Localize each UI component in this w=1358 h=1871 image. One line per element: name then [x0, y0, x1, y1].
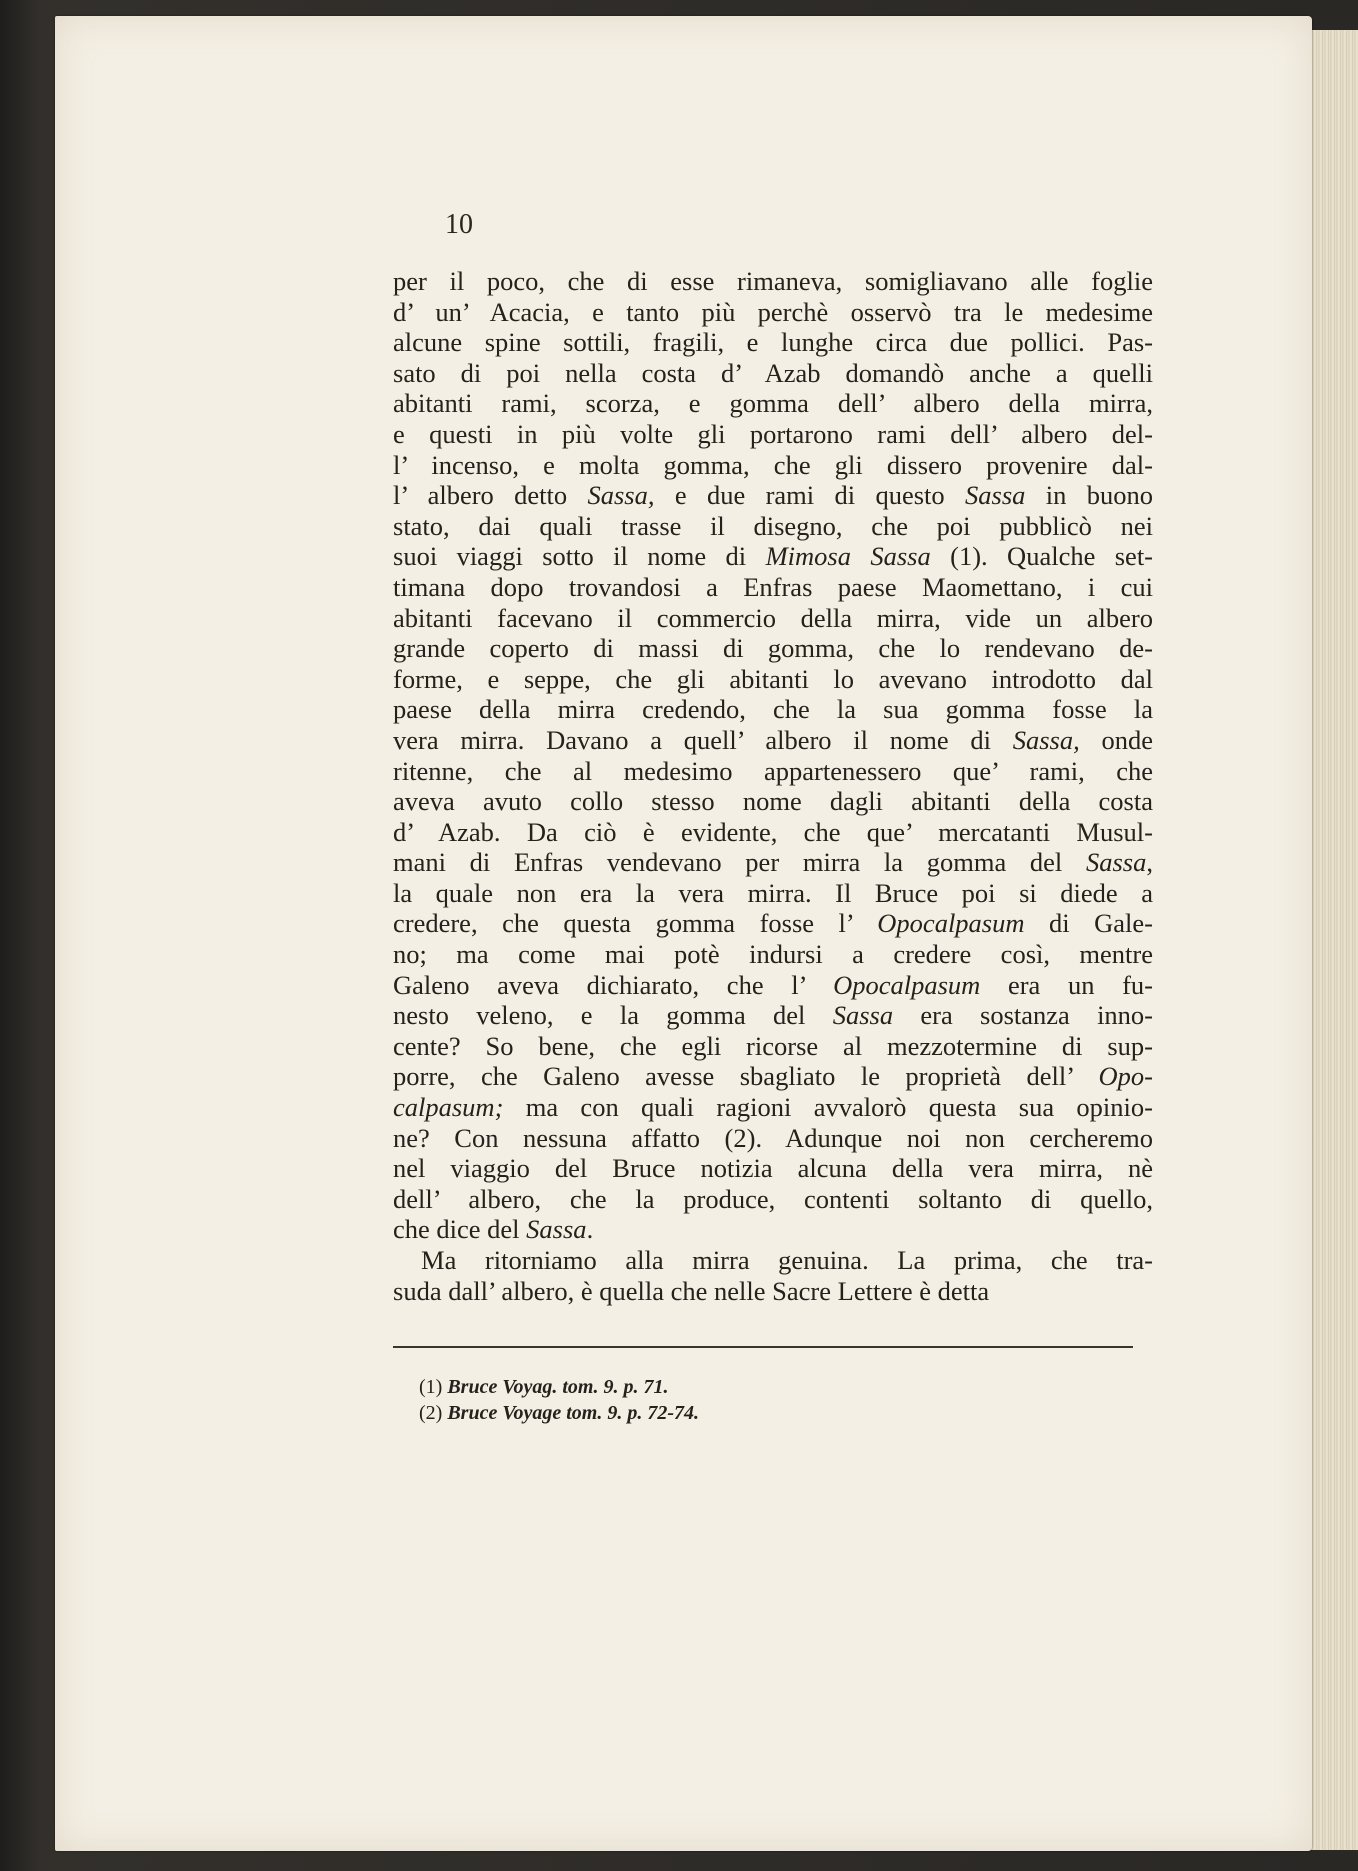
text-line	[393, 847, 1153, 878]
text-run: d’ Azab. Da ciò è evidente, che que’ mercatanti Musul-	[393, 816, 1153, 847]
italic-text: Mimosa Sassa	[765, 541, 931, 572]
page-number: 10	[445, 209, 473, 240]
text-run: ma con quali ragioni avvalorò questa sua opinio-	[503, 1092, 1153, 1123]
text-line	[393, 327, 1153, 358]
text-line	[393, 939, 1153, 970]
text-run: di Gale-	[1024, 908, 1154, 939]
text-line	[393, 358, 1153, 389]
text-run: suda dall’ albero, è quella che nelle Sacre Lettere è detta	[393, 1275, 990, 1306]
text-run: ,	[1146, 847, 1153, 878]
text-run: che dice del	[393, 1214, 527, 1245]
italic-text: Opocalpasum	[833, 969, 981, 1000]
text-run: e questi in più volte gli portarono rami dell’ albero del-	[393, 418, 1153, 449]
italic-text: calpasum;	[393, 1092, 504, 1123]
text-line	[393, 572, 1153, 603]
text-line	[393, 1000, 1153, 1031]
text-run: ne? Con nessuna affatto (2). Adunque noi non cercheremo	[393, 1122, 1153, 1153]
text-line	[393, 511, 1153, 542]
text-run: sato di poi nella costa d’ Azab domandò anche a quelli	[393, 357, 1153, 388]
text-run: cente? So bene, che egli ricorse al mezzotermine di sup-	[393, 1030, 1153, 1061]
text-run: stato, dai quali trasse il disegno, che poi pubblicò nei	[393, 510, 1153, 541]
text-run: .	[586, 1214, 594, 1245]
text-line	[393, 878, 1153, 909]
text-line	[393, 756, 1153, 787]
footnote-2	[419, 1400, 699, 1426]
text-run: era un fu-	[980, 969, 1153, 1000]
text-run: (1). Qualche set-	[930, 541, 1154, 572]
text-line	[393, 970, 1153, 1001]
text-run: ritenne, che al medesimo appartenessero que’ rami, che	[393, 755, 1153, 786]
text-line	[393, 388, 1153, 419]
text-run: Galeno aveva dichiarato, che l’	[393, 969, 834, 1000]
text-run: dell’ albero, che la produce, contenti soltanto di quello,	[393, 1183, 1153, 1214]
text-run: no; ma come mai potè indursi a credere così, mentre	[393, 939, 1153, 970]
text-line	[393, 1245, 1153, 1276]
text-run: abitanti rami, scorza, e gomma dell’ albero della mirra,	[393, 388, 1153, 419]
text-line	[393, 450, 1153, 481]
text-run: era sostanza inno-	[893, 1000, 1154, 1031]
text-line	[393, 541, 1153, 572]
text-line	[393, 480, 1153, 511]
footnote-1-source: Bruce Voyag. tom. 9. p. 71.	[447, 1376, 669, 1398]
text-line	[393, 786, 1153, 817]
text-line	[393, 603, 1153, 634]
text-run: vera mirra. Davano a quell’ albero il nome di	[393, 724, 1013, 755]
text-run: d’ un’ Acacia, e tanto più perchè osservò tra le medesime	[393, 296, 1153, 327]
text-run: l’ incenso, e molta gomma, che gli dissero provenire dal-	[393, 449, 1153, 480]
footnote-1-mark: (1)	[419, 1376, 443, 1398]
italic-text: Sassa,	[587, 480, 655, 511]
text-line	[393, 664, 1153, 695]
text-run: nesto veleno, e la gomma del	[393, 1000, 833, 1031]
text-run: la quale non era la vera mirra. Il Bruce poi si diede a	[393, 877, 1153, 908]
text-run: nel viaggio del Bruce notizia alcuna della vera mirra, nè	[393, 1153, 1153, 1184]
italic-text: Opocalpasum	[877, 908, 1025, 939]
text-run: onde	[1079, 724, 1153, 755]
footnotes	[419, 1374, 699, 1426]
text-line	[393, 1276, 1153, 1307]
text-line	[393, 266, 1153, 297]
italic-text: Sassa,	[1012, 724, 1080, 755]
text-line	[393, 1184, 1153, 1215]
text-run: grande coperto di massi di gomma, che lo rendevano de-	[393, 633, 1153, 664]
text-line	[393, 297, 1153, 328]
italic-text: Sassa	[526, 1214, 587, 1245]
text-run: e due rami di questo	[654, 480, 966, 511]
footnote-1	[419, 1374, 699, 1400]
next-page-edges	[1310, 30, 1358, 1850]
text-line	[393, 1153, 1153, 1184]
text-line	[393, 419, 1153, 450]
text-run: forme, e seppe, che gli abitanti lo avevano introdotto dal	[393, 663, 1153, 694]
text-line	[393, 1092, 1153, 1123]
text-run: Ma ritorniamo alla mirra genuina. La prima, che tra-	[421, 1245, 1153, 1275]
text-run: suoi viaggi sotto il nome di	[393, 541, 766, 572]
italic-text: Opo-	[1098, 1061, 1153, 1092]
text-run: in buono	[1025, 480, 1153, 511]
text-run: per il poco, che di esse rimaneva, somigliavano alle foglie	[393, 266, 1153, 296]
text-line	[393, 1031, 1153, 1062]
footnote-2-mark: (2)	[419, 1402, 443, 1424]
text-line	[393, 725, 1153, 756]
italic-text: Sassa	[832, 1000, 894, 1031]
text-run: l’ albero detto	[393, 480, 588, 511]
text-run: abitanti facevano il commercio della mirra, vide un albero	[393, 602, 1153, 633]
text-run: timana dopo trovandosi a Enfras paese Maomettano, i cui	[393, 571, 1153, 602]
text-run: credere, che questa gomma fosse l’	[393, 908, 878, 939]
italic-text: Sassa	[1085, 847, 1147, 878]
text-line	[393, 817, 1153, 848]
text-run: aveva avuto collo stesso nome dagli abitanti della costa	[393, 786, 1153, 817]
text-run: alcune spine sottili, fragili, e lunghe circa due pollici. Pas-	[393, 327, 1153, 358]
text-run: paese della mirra credendo, che la sua gomma fosse la	[393, 694, 1153, 725]
footnote-rule	[393, 1346, 1133, 1348]
footnote-2-source: Bruce Voyage tom. 9. p. 72-74.	[447, 1402, 699, 1424]
text-line	[393, 1123, 1153, 1154]
italic-text: Sassa	[965, 480, 1026, 511]
body-text	[393, 266, 1153, 1306]
text-line	[393, 633, 1153, 664]
text-run: porre, che Galeno avesse sbagliato le proprietà dell’	[393, 1061, 1099, 1092]
text-line	[393, 694, 1153, 725]
text-run: mani di Enfras vendevano per mirra la gomma del	[393, 847, 1086, 878]
text-line	[393, 908, 1153, 939]
text-line	[393, 1061, 1153, 1092]
text-line	[393, 1214, 1153, 1245]
